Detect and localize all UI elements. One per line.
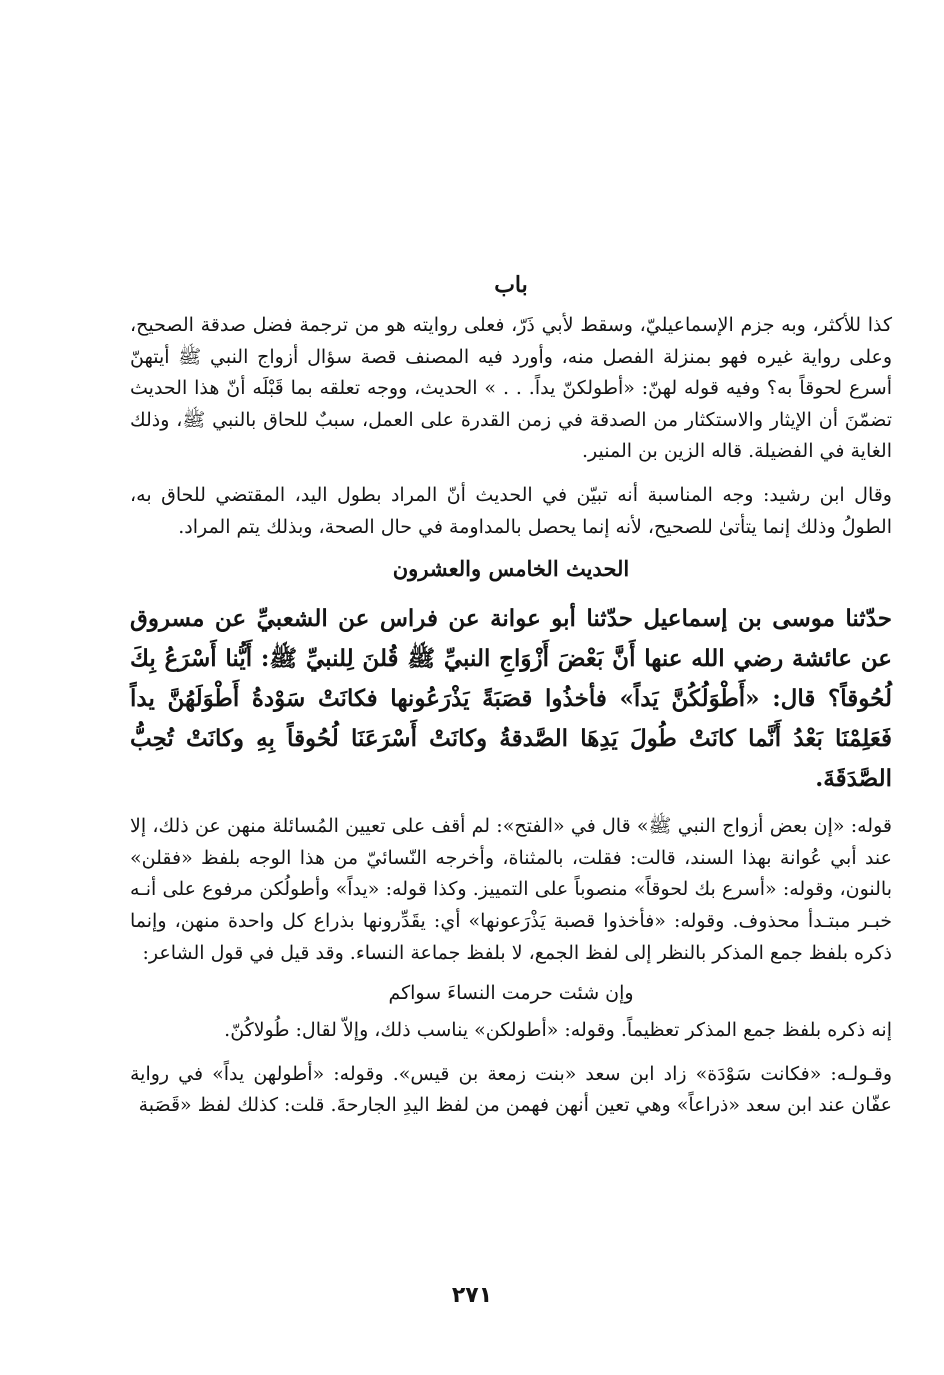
section-heading: باب xyxy=(494,272,528,298)
commentary-paragraph-3: وقـولـه: «فكانت سَوْدَة» زاد ابن سعد «بنت زمعة بن قيس». وقوله: «أطولهن يداً» في رواية عفّان عند ابن سعد «ذراعاً» وهي تعين أنهن فهمن من لفظ اليدِ الجارحةَ. قلت: كذلك لفظ «قَصَبة xyxy=(130,1062,892,1117)
intro-paragraph-2: وقال ابن رشيد: وجه المناسبة أنه تبيّن في الحديث أنّ المراد بطول اليد، المقتضي للحاق به، الطولُ وذلك إنما يتأتىٰ للصحيح، لأنه إنما يحصل بالمداومة في حال الصحة، وبذلك يتم المراد. xyxy=(130,483,892,538)
commentary-paragraph-2: إنه ذكره بلفظ جمع المذكر تعظيماً. وقوله: «أطولكن» يناسب ذلك، وإلاّ لقال: طُولاكُنّ. xyxy=(224,1019,892,1042)
intro-paragraph-1: كذا للأكثر، وبه جزم الإسماعيليّ، وسقط لأبي ذَرّ، فعلى روايته هو من ترجمة فضل صدقة الصحيح، وعلى رواية غيره فهو بمنزلة الفصل منه، وأورد فيه المصنف قصة سؤال أزواج النبي ﷺ أيتهنّ أسرع لحوقاً به؟ وفيه قوله لهنّ: «أطولكنّ يداً. . . » الحديث، ووجه تعلقه بما قَبْلَه أنّ هذا الحديث تضمّنَ أن الإيثار والاستكثار من الصدقة في زمن القدرة على العمل، سببٌ للحاق بالنبي ﷺ، وذلك الغاية في الفضيلة. قاله الزين بن المنير. xyxy=(130,314,892,463)
text-column xyxy=(130,270,892,1122)
poetry-verse: وإن شئت حرمت النساءَ سواكم xyxy=(388,982,634,1005)
commentary-paragraph-1: قوله: «إن بعض أزواج النبي ﷺ» قال في «الفتح»: لم أقف على تعيين المُسائلة منهن عن ذلك، إلا عند أبي عُوانة بهذا السند، قالت: فقلت، بالمثناة، وأخرجه النّسائيّ من هذا الوجه بلفظ «فقلن» بالنون، وقوله: «أسرع بك لحوقاً» منصوباً على التمييز. وكذا قوله: «يداً» وأطولُكن مرفوع على أنـه خبـر مبتـدأ محذوف. وقوله: «فأخذوا قصبة يَذْرَعونها» أي: يقَدِّرونها بذراع كل واحدة منهن، وإنما ذكره بلفظ جمع المذكر بالنظر إلى لفظ الجمع، لا بلفظ جماعة النساء. وقد قيل في قول الشاعر: xyxy=(130,815,892,964)
hadith-heading: الحديث الخامس والعشرون xyxy=(392,556,630,582)
page-number: ٢٧١ xyxy=(451,1283,493,1308)
hadith-text: حدّثنا موسى بن إسماعيل حدّثنا أبو عوانة عن فراس عن الشعبيِّ عن مسروق عن عائشة رضي الله عنها أَنَّ بَعْضَ أَزْوَاجِ النبيِّ ﷺ قُلنَ لِلنبيِّ ﷺ: أَيُّنا أَسْرَعُ بِكَ لُحُوقاً؟ قال: «أَطْوَلُكُنَّ يَداً» فأخذُوا قصَبَةً يَذْرَعُونها فكانَتْ سَوْدةُ أَطْوَلَهُنَّ يداً فَعَلِمْنَا بَعْدُ أَنَّما كانَتْ طُولَ يَدِهَا الصَّدقةُ وكانَتْ أَسْرَعَنَا لُحُوقاً بِهِ وكانَتْ تُحِبُّ الصَّدَقَةَ. xyxy=(130,605,892,793)
